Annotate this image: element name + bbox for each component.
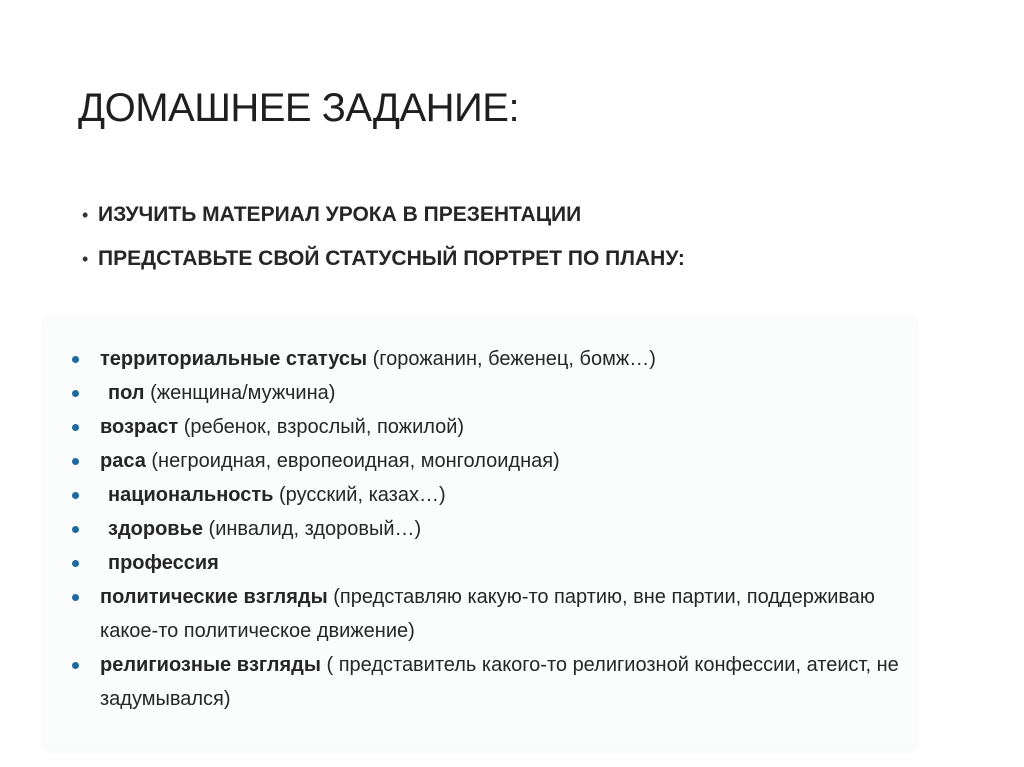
plan-item [72, 410, 902, 444]
homework-task-item [82, 247, 685, 291]
bullet-dot-icon [72, 526, 79, 533]
homework-task-text: ИЗУЧИТЬ МАТЕРИАЛ УРОКА В ПРЕЗЕНТАЦИИ [98, 203, 582, 226]
plan-item [72, 342, 902, 376]
plan-item-detail: (негроидная, европеоидная, монголоидная) [145, 450, 560, 472]
plan-item-detail: ( представитель какого-то религиозной конфессии, атеист, не задумывался) [100, 654, 899, 710]
plan-item [72, 444, 902, 478]
plan-item-term: религиозные взгляды [100, 654, 321, 676]
bullet-dot-icon [72, 662, 79, 669]
homework-task-list [82, 203, 685, 291]
bullet-dot-icon [72, 458, 79, 465]
bullet-icon: • [82, 249, 89, 269]
plan-item-detail: (ребенок, взрослый, пожилой) [178, 416, 465, 438]
homework-task-text: ПРЕДСТАВЬТЕ СВОЙ СТАТУСНЫЙ ПОРТРЕТ ПО ПЛАНУ: [98, 247, 685, 270]
slide-title: ДОМАШНЕЕ ЗАДАНИЕ: [78, 86, 520, 130]
plan-item-term: раса [100, 450, 146, 472]
bullet-dot-icon [72, 424, 79, 431]
bullet-dot-icon [72, 356, 79, 363]
bullet-dot-icon [72, 560, 79, 567]
plan-item [72, 376, 902, 410]
plan-item-detail: (представляю какую-то партию, вне партии, поддерживаю какое-то политическое движение) [100, 586, 875, 642]
plan-item [72, 648, 902, 716]
plan-item-term: пол [108, 382, 145, 404]
bullet-dot-icon [72, 390, 79, 397]
plan-item-term: возраст [100, 416, 179, 438]
status-plan-list [72, 342, 902, 716]
plan-item [72, 546, 902, 580]
plan-item [72, 512, 902, 546]
homework-task-item [82, 203, 685, 247]
plan-item-term: национальность [108, 484, 274, 506]
plan-item-detail: (инвалид, здоровый…) [203, 518, 422, 540]
plan-item-detail: (горожанин, беженец, бомж…) [367, 348, 656, 370]
plan-item [72, 478, 902, 512]
plan-item-detail: (женщина/мужчина) [144, 382, 336, 404]
plan-item [72, 580, 902, 648]
bullet-dot-icon [72, 492, 79, 499]
bullet-dot-icon [72, 594, 79, 601]
plan-item-term: здоровье [108, 518, 203, 540]
bullet-icon: • [82, 205, 89, 225]
plan-item-term: политические взгляды [100, 586, 328, 608]
plan-item-term: территориальные статусы [100, 348, 368, 370]
plan-item-term: профессия [108, 552, 219, 574]
plan-item-detail: (русский, казах…) [273, 484, 446, 506]
